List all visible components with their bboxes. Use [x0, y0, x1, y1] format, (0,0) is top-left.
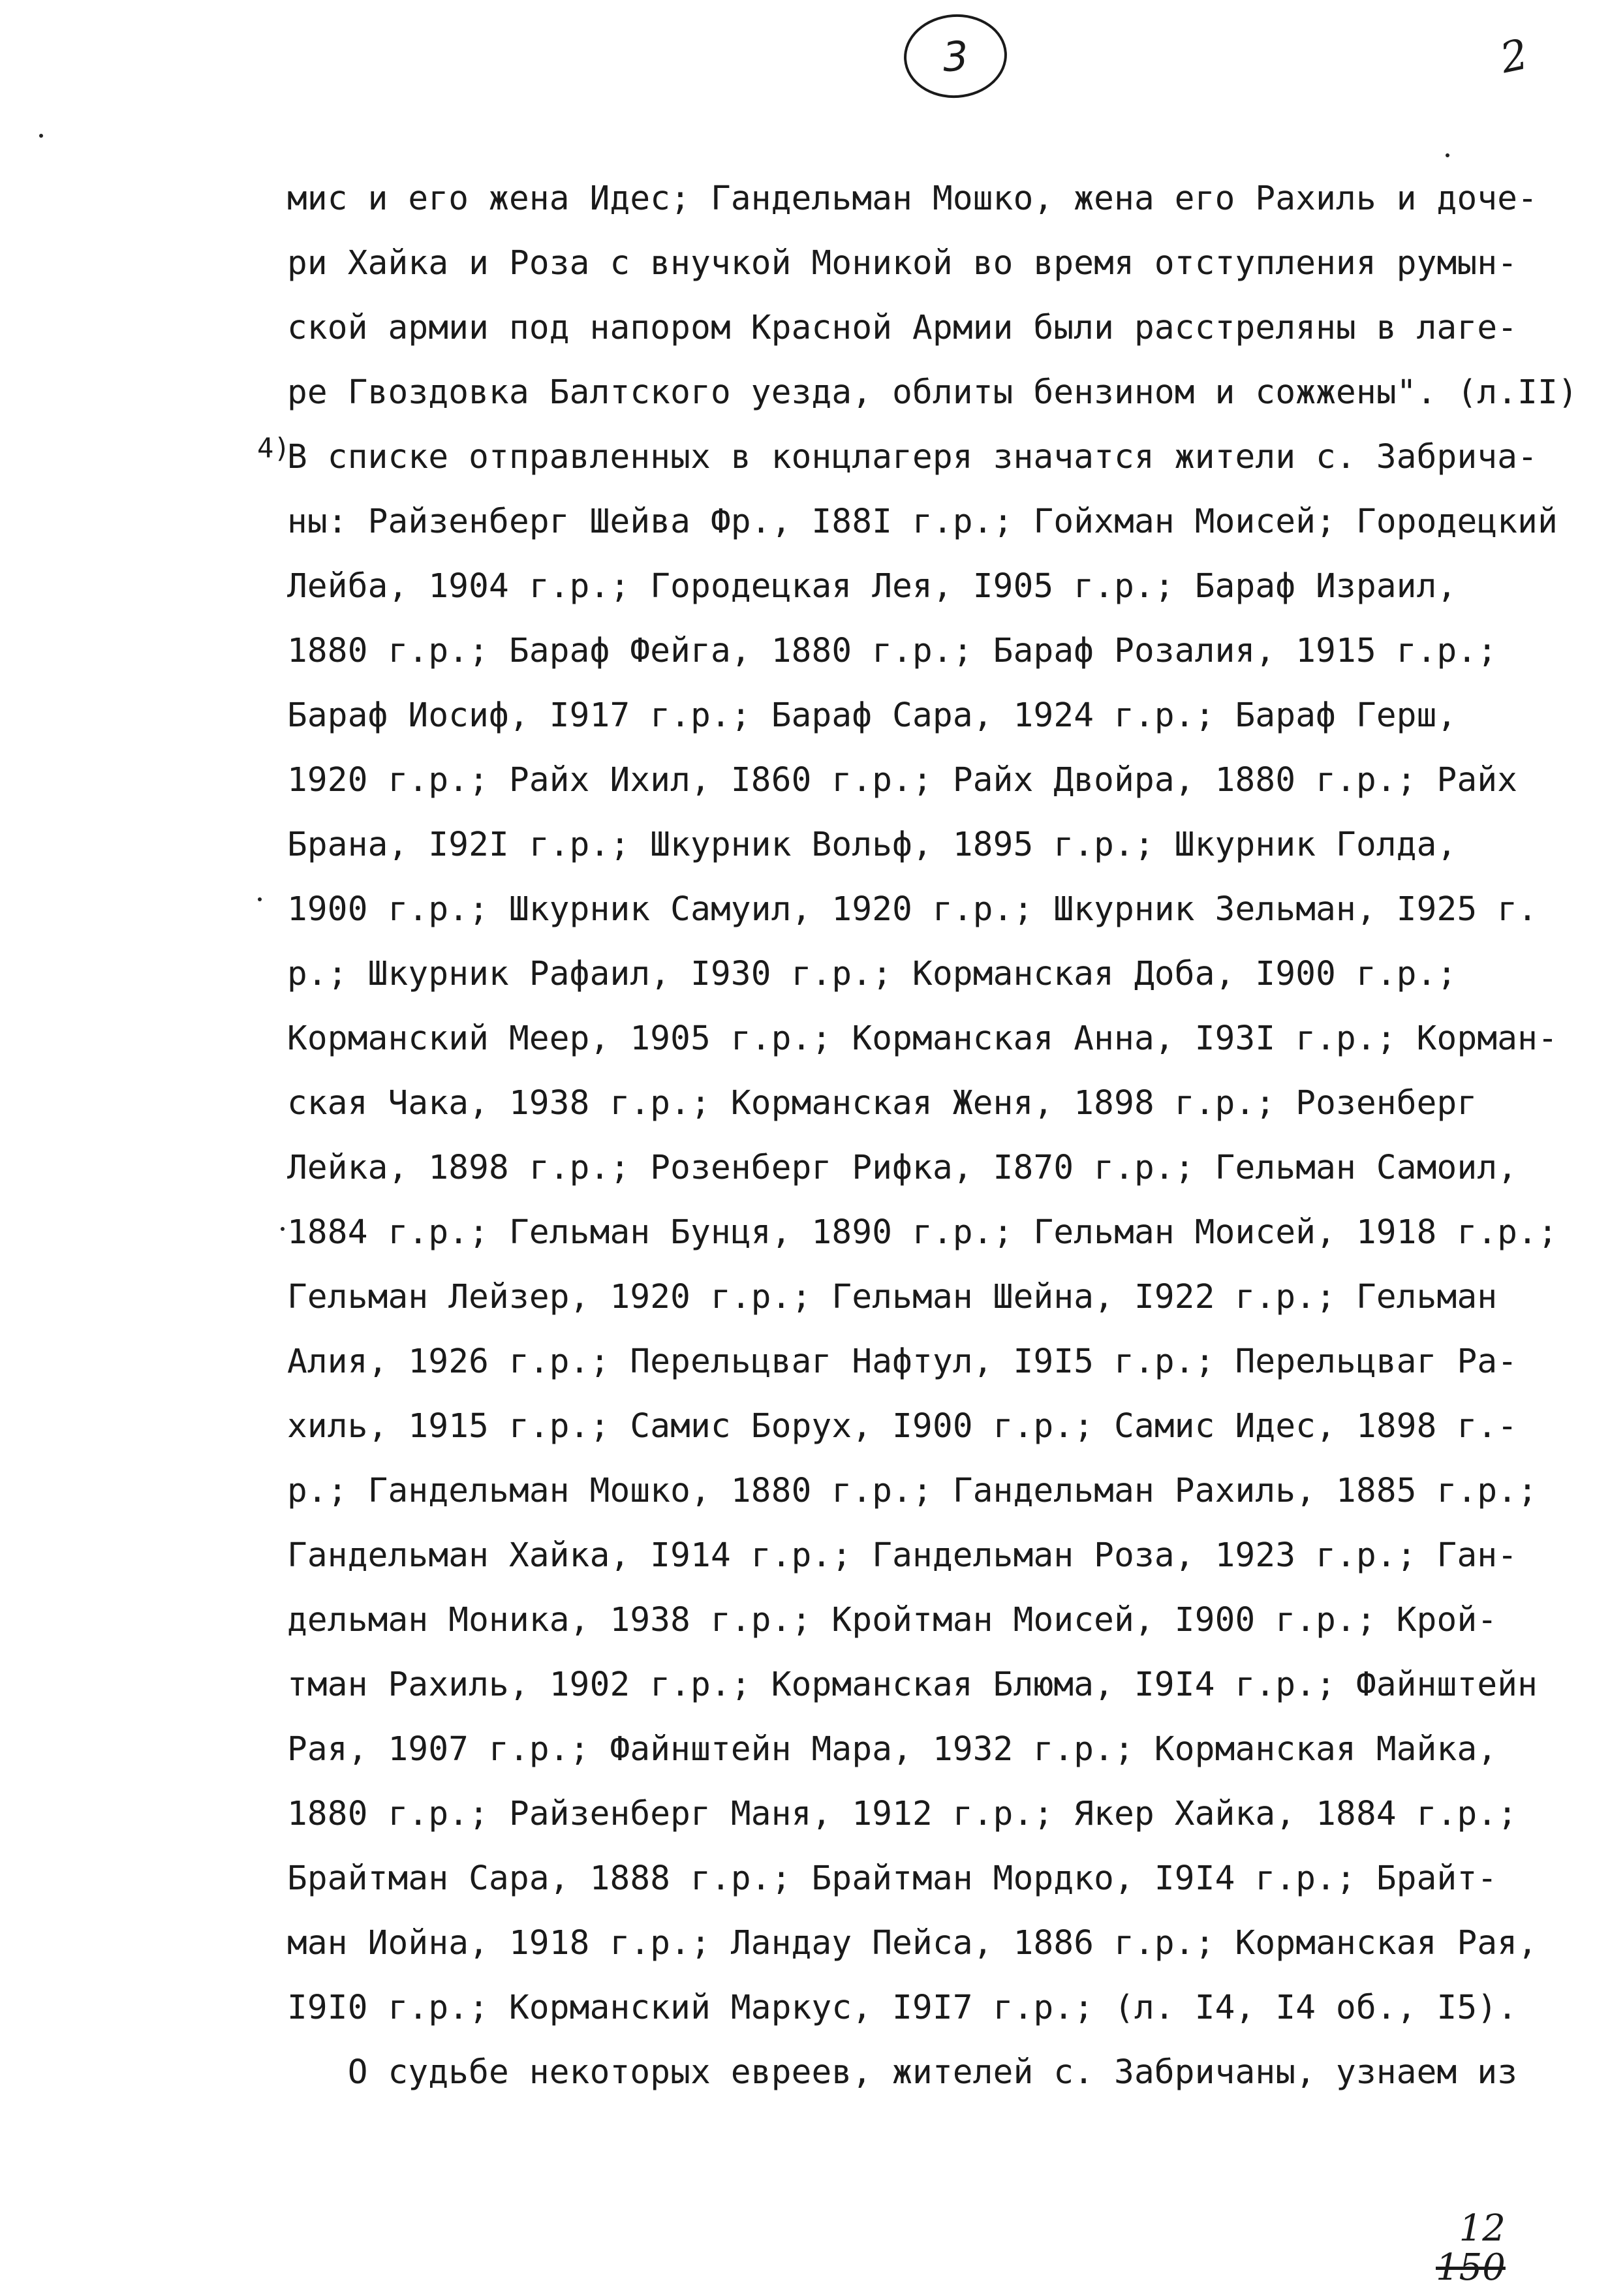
text-line: Гельман Лейзер, 1920 г.р.; Гельман Шейна, I922 г.р.; Гельман — [287, 1278, 1498, 1316]
text-line: р.; Гандельман Мошко, 1880 г.р.; Гандельман Рахиль, 1885 г.р.; — [287, 1472, 1538, 1510]
corner-handwritten-mark: 2 — [1496, 30, 1532, 84]
text-line: Лейка, 1898 г.р.; Розенберг Рифка, I870 г.р.; Гельман Самоил, — [287, 1149, 1518, 1187]
text-line: Корманский Меер, 1905 г.р.; Корманская Анна, I93I г.р.; Корман- — [287, 1019, 1558, 1058]
text-line: дельман Моника, 1938 г.р.; Кройтман Моисей, I900 г.р.; Крой- — [287, 1601, 1498, 1639]
text-line: ской армии под напором Красной Армии были расстреляны в лаге- — [287, 309, 1518, 347]
body-text — [257, 166, 1586, 2105]
text-line: Алия, 1926 г.р.; Перельцваг Нафтул, I9I5 г.р.; Перельцваг Ра- — [287, 1342, 1518, 1381]
text-line: 1884 г.р.; Гельман Бунця, 1890 г.р.; Гельман Моисей, 1918 г.р.; — [287, 1213, 1558, 1252]
page-number-text: 3 — [940, 31, 970, 81]
text-line: I9I0 г.р.; Корманский Маркус, I9I7 г.р.; (л. I4, I4 об., I5). — [287, 1989, 1518, 2027]
scan-speck — [1446, 153, 1449, 157]
text-line: ская Чака, 1938 г.р.; Корманская Женя, 1898 г.р.; Розенберг — [287, 1084, 1478, 1123]
text-line: 1880 г.р.; Бараф Фейга, 1880 г.р.; Бараф Розалия, 1915 г.р.; — [287, 632, 1498, 670]
text-line: Брана, I92I г.р.; Шкурник Вольф, 1895 г.р.; Шкурник Голда, — [287, 826, 1457, 864]
text-line: 1880 г.р.; Райзенберг Маня, 1912 г.р.; Якер Хайка, 1884 г.р.; — [287, 1795, 1518, 1833]
scan-speck — [39, 134, 43, 138]
folio-number-top: 12 — [1459, 2207, 1506, 2250]
scan-speck — [258, 897, 262, 901]
text-line: Бараф Иосиф, I917 г.р.; Бараф Сара, 1924 г.р.; Бараф Герш, — [287, 696, 1457, 735]
text-line: Гандельман Хайка, I914 г.р.; Гандельман Роза, 1923 г.р.; Ган- — [287, 1536, 1518, 1575]
scan-speck — [281, 1227, 285, 1231]
text-line: 1920 г.р.; Райх Ихил, I860 г.р.; Райх Двойра, 1880 г.р.; Райх — [287, 761, 1518, 799]
handwritten-folio-numbers — [1436, 2209, 1506, 2288]
text-line: Рая, 1907 г.р.; Файнштейн Мара, 1932 г.р.; Корманская Майка, — [287, 1730, 1498, 1769]
text-line: хиль, 1915 г.р.; Самис Борух, I900 г.р.; Самис Идес, 1898 г.- — [287, 1407, 1518, 1446]
text-line: тман Рахиль, 1902 г.р.; Корманская Блюма, I9I4 г.р.; Файнштейн — [287, 1666, 1538, 1704]
text-line: ри Хайка и Роза с внучкой Моникой во время отступления румын- — [287, 244, 1518, 283]
text-line: 1900 г.р.; Шкурник Самуил, 1920 г.р.; Шкурник Зельман, I925 г. — [287, 890, 1538, 929]
folio-number-bottom: 150 — [1436, 2246, 1506, 2289]
text-line: Лейба, 1904 г.р.; Городецкая Лея, I905 г.р.; Бараф Израил, — [287, 567, 1457, 606]
paragraph-marker: 4) — [257, 432, 290, 464]
text-line: В списке отправленных в концлагеря значатся жители с. Забрича- — [287, 438, 1538, 476]
text-line: ны: Райзенберг Шейва Фр., I88I г.р.; Гойхман Моисей; Городецкий — [287, 503, 1558, 541]
page-number-stamp — [901, 11, 1010, 102]
text-line: Брайтман Сара, 1888 г.р.; Брайтман Мордко, I9I4 г.р.; Брайт- — [287, 1859, 1498, 1898]
text-line: ре Гвоздовка Балтского уезда, облиты бензином и сожжены". (л.II) — [287, 373, 1578, 412]
text-line: ман Иойна, 1918 г.р.; Ландау Пейса, 1886 г.р.; Корманская Рая, — [287, 1924, 1538, 1962]
text-line: О судьбе некоторых евреев, жителей с. Забричаны, узнаем из — [287, 2053, 1518, 2092]
text-line-with-marker — [257, 425, 1586, 489]
text-line: мис и его жена Идес; Гандельман Мошко, жена его Рахиль и доче- — [287, 179, 1538, 218]
text-line: р.; Шкурник Рафаил, I930 г.р.; Корманская Доба, I900 г.р.; — [287, 955, 1457, 993]
